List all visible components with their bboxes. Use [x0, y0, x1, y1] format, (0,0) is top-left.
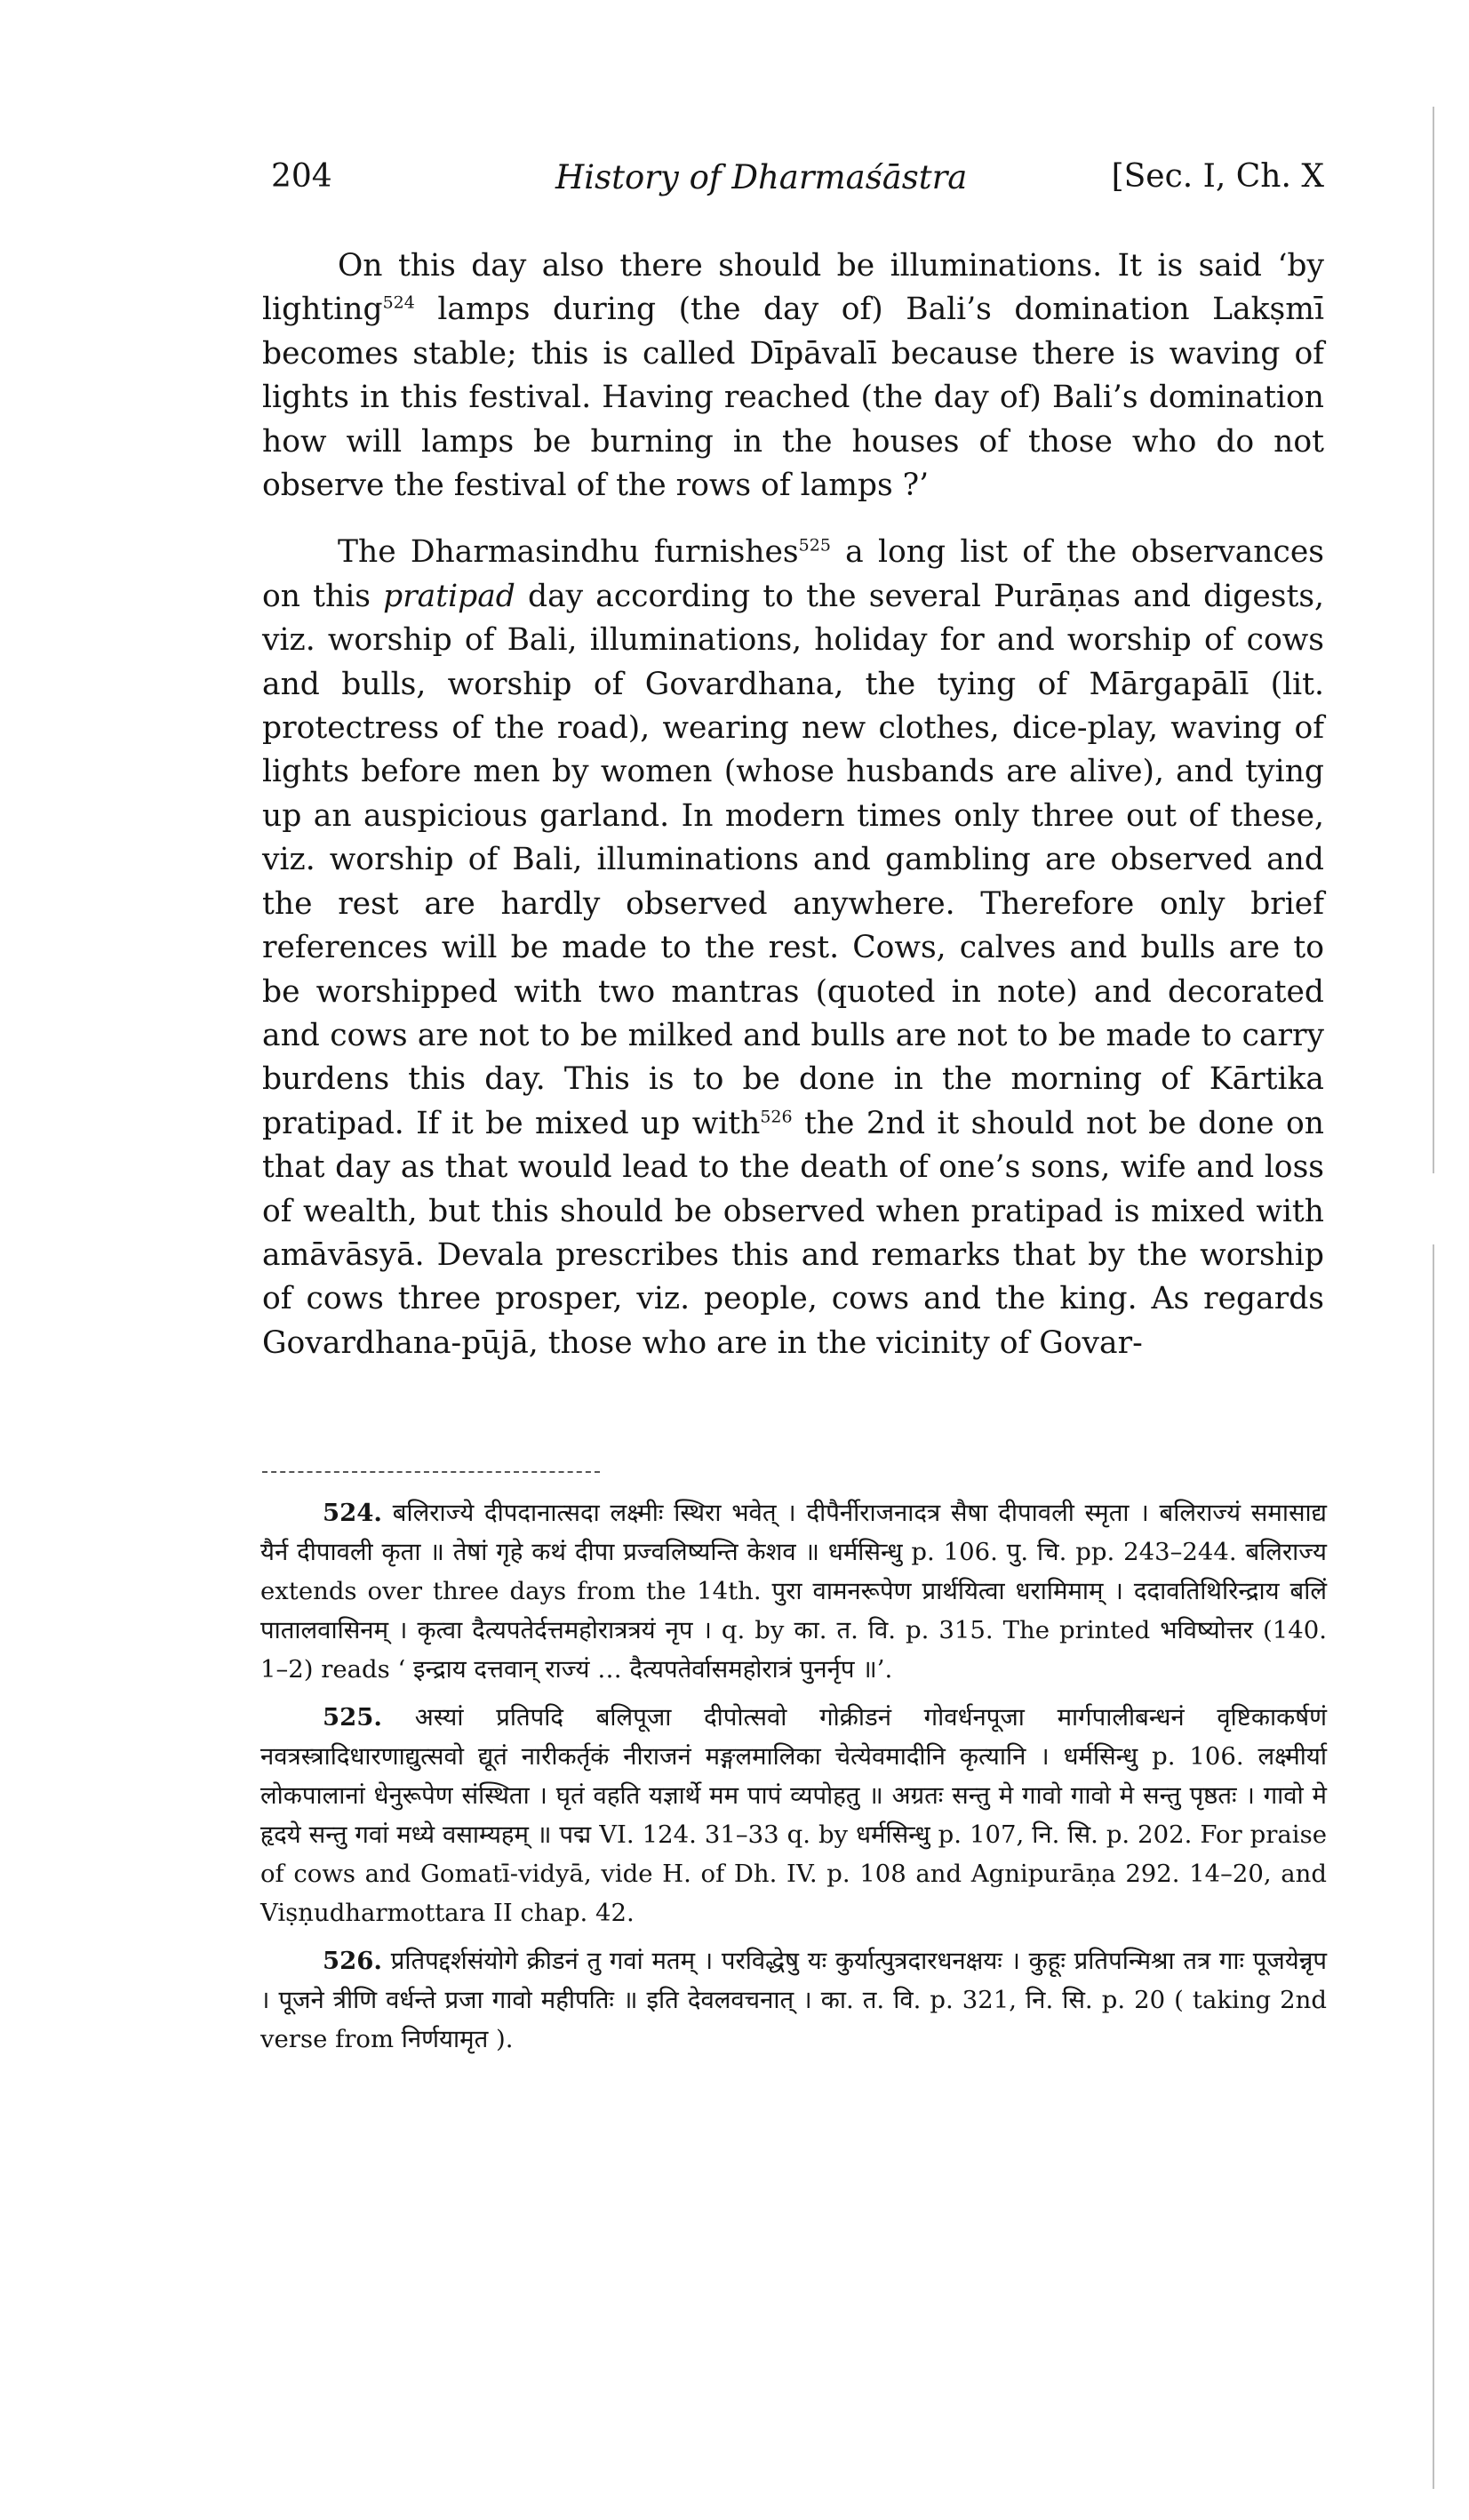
footnote-number: 526.: [323, 1947, 382, 1975]
footnote-text: प्रतिपद्दर्शसंयोगे क्रीडनं तु गवां मतम् । परविद्धेषु यः कुर्यात्पुत्रदारधनक्षयः । कुहूः प्रतिपन्मिश्रा तत्र गाः पूजयेन्नृप । पूजने त्रीणि वर्धन्ते प्रजा गावो महीपतिः ॥ इति देवलवचनात् । का. त. वि. p. 321, नि. सि. p. 20 ( taking 2nd verse from निर्णयामृत ).: [260, 1947, 1327, 2053]
paragraph-text: The Dharmasindhu furnishes: [338, 534, 799, 571]
paragraph-dharmasindhu: [262, 531, 1324, 1365]
footnote-ref[interactable]: 526: [760, 1107, 793, 1127]
scan-edge-line: [1433, 107, 1434, 1173]
italic-term: pratipad: [383, 578, 515, 614]
page-number: 204: [271, 158, 332, 195]
footnote-524: [260, 1493, 1327, 1689]
footnote-ref[interactable]: 525: [798, 535, 831, 556]
footnote-number: 525.: [323, 1703, 382, 1732]
footnote-divider: [262, 1471, 600, 1473]
scan-edge-line: [1433, 1244, 1434, 2489]
paragraph-text: a long list of the observances on this: [262, 534, 1324, 614]
footnote-text: बलिराज्ये दीपदानात्सदा लक्ष्मीः स्थिरा भवेत् । दीपैर्नीराजनादत्र सैषा दीपावली स्मृता । बलिराज्यं समासाद्य यैर्न दीपावली कृता ॥ तेषां गृहे कथं दीपा प्रज्वलिष्यन्ति केशव ॥ धर्मसिन्धु p. 106. पु. चि. pp. 243–244. बलिराज्य extends over three days from the 14th. पुरा वामनरूपेण प्रार्थयित्वा धरामिमाम् । ददावतिथिरिन्द्राय बलिं पातालवासिनम् । कृत्वा दैत्यपतेर्दत्तमहोरात्रत्रयं नृप । q. by का. त. वि. p. 315. The printed भविष्योत्तर (140. 1–2) reads ‘ इन्द्राय दत्तवान् राज्यं … दैत्यपतेर्वासमहोरात्रं पुनर्नृप ॥’.: [260, 1499, 1327, 1684]
footnote-ref[interactable]: 524: [382, 292, 415, 313]
paragraph-text: lamps during (the day of) Bali’s domination Lakṣmī becomes stable; this is called Dīpāvalī because there is waving of lights in this festival. Having reached (the day of) Bali’s domination how will lamps be burning in the houses of those who do not observe the festival of the rows of lamps ?’: [262, 292, 1324, 504]
footnote-526: [260, 1941, 1327, 2059]
footnote-text: अस्यां प्रतिपदि बलिपूजा दीपोत्सवो गोक्रीडनं गोवर्धनपूजा मार्गपालीबन्धनं वृष्टिकाकर्षणं नवत्रस्त्रादिधारणाद्युत्सवो द्यूतं नारीकर्तृकं नीराजनं मङ्गलमालिका चेत्येवमादीनि कृत्यानि । धर्मसिन्धु p. 106. लक्ष्मीर्या लोकपालानां धेनुरूपेण संस्थिता । घृतं वहति यज्ञार्थे मम पापं व्यपोहतु ॥ अग्रतः सन्तु मे गावो गावो मे सन्तु पृष्ठतः । गावो मे हृदये सन्तु गवां मध्ये वसाम्यहम् ॥ पद्म VI. 124. 31–33 q. by धर्मसिन्धु p. 107, नि. सि. p. 202. For praise of cows and Gomatī-vidyā, vide H. of Dh. IV. p. 108 and Agnipurāṇa 292. 14–20, and Viṣṇudharmottara II chap. 42.: [260, 1703, 1327, 1927]
footnotes: [260, 1493, 1327, 2059]
footnote-525: [260, 1698, 1327, 1932]
paragraph-dipavali: [262, 244, 1324, 508]
paragraph-text: On this day also there should be illuminations. It is said ‘by lighting: [262, 248, 1324, 328]
main-text: [262, 244, 1324, 1365]
paragraph-text: the 2nd it should not be done on that day as that would lead to the death of one’s sons, wife and loss of wealth, but this should be observed when pratipad is mixed with amāvāsyā. Devala prescribes this and remarks that by the worship of cows three prosper, viz. people, cows and the king. As regards Govardhana-pūjā, those who are in the vicinity of Govar-: [262, 1105, 1324, 1361]
running-header: [262, 158, 1324, 212]
running-title: History of Dharmaśāstra: [555, 158, 968, 196]
footnote-number: 524.: [323, 1499, 382, 1527]
section-label: [Sec. I, Ch. X: [1111, 158, 1324, 195]
paragraph-text: day according to the several Purāṇas and digests, viz. worship of Bali, illuminations, holiday for and worship of cows and bulls, worship of Govardhana, the tying of Mārgapālī (lit. protectress of the road), wearing new clothes, dice-play, waving of lights before men by women (whose husbands are alive), and tying up an auspicious garland. In modern times only three out of these, viz. worship of Bali, illuminations and gambling are observed and the rest are hardly observed anywhere. Therefore only brief references will be made to the rest. Cows, calves and bulls are to be worshipped with two mantras (quoted in note) and decorated and cows are not to be milked and bulls are not to be made to carry burdens this day. This is to be done in the morning of Kārtika pratipad. If it be mixed up with: [262, 578, 1324, 1141]
